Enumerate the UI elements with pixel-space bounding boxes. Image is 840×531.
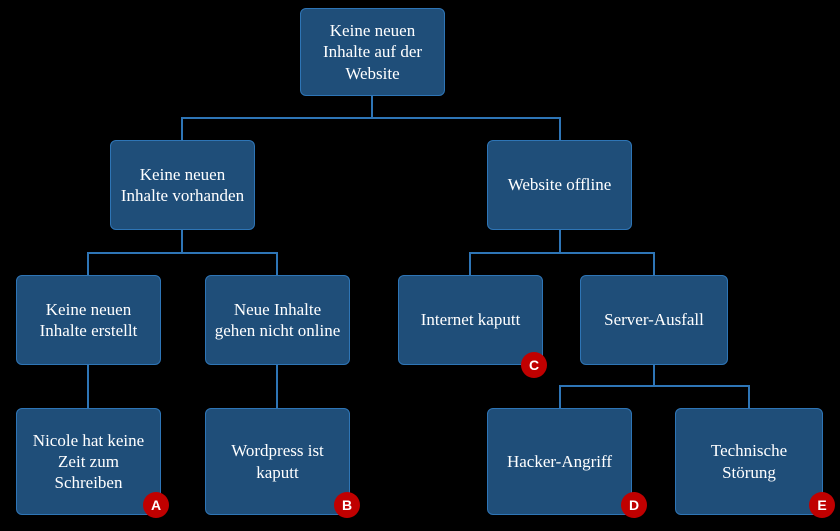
badge-label: C bbox=[528, 357, 540, 373]
badge-a bbox=[143, 492, 169, 518]
node-website-offline[interactable] bbox=[487, 140, 632, 230]
badge-b bbox=[334, 492, 360, 518]
badge-c bbox=[521, 352, 547, 378]
badge-d bbox=[621, 492, 647, 518]
node-label: Keine neuen Inhalte erstellt bbox=[39, 299, 138, 340]
node-neue-inhalte-gehen-nicht-online[interactable] bbox=[205, 275, 350, 365]
node-label: Keine neuen Inhalte auf der Website bbox=[322, 21, 423, 83]
node-label: Technische Störung bbox=[710, 441, 788, 482]
badge-label: A bbox=[150, 497, 162, 513]
badge-label: B bbox=[341, 497, 353, 513]
badge-label: E bbox=[817, 497, 827, 513]
node-label: Website offline bbox=[507, 175, 612, 195]
node-root[interactable] bbox=[300, 8, 445, 96]
node-keine-neuen-inhalte-erstellt[interactable] bbox=[16, 275, 161, 365]
badge-e bbox=[809, 492, 835, 518]
node-technische-stoerung[interactable] bbox=[675, 408, 823, 515]
node-wordpress-kaputt[interactable] bbox=[205, 408, 353, 515]
node-hacker-angriff[interactable] bbox=[487, 408, 632, 515]
node-label: Nicole hat keine Zeit zum Schreiben bbox=[32, 430, 145, 493]
node-nicole-keine-zeit[interactable] bbox=[16, 408, 161, 515]
node-label: Hacker-Angriff bbox=[506, 451, 613, 471]
node-keine-neuen-inhalte-vorhanden[interactable] bbox=[110, 140, 255, 230]
node-internet-kaputt[interactable] bbox=[398, 275, 543, 365]
node-server-ausfall[interactable] bbox=[580, 275, 728, 365]
badge-label: D bbox=[628, 497, 640, 513]
node-label: Neue Inhalte gehen nicht online bbox=[214, 299, 341, 340]
node-label: Keine neuen Inhalte vorhanden bbox=[120, 164, 245, 205]
node-label: Wordpress ist kaputt bbox=[231, 441, 324, 482]
node-label: Server-Ausfall bbox=[604, 310, 704, 330]
node-label: Internet kaputt bbox=[420, 310, 521, 330]
